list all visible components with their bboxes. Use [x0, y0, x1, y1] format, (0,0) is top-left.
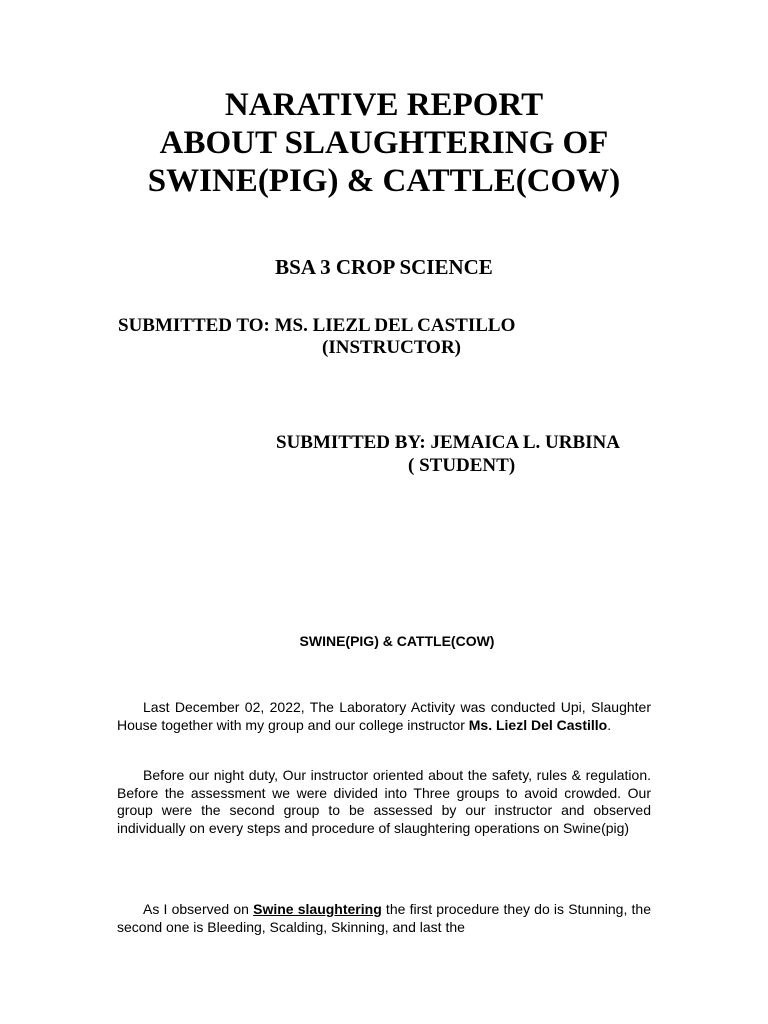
paragraph-2 [117, 767, 651, 837]
report-title [0, 86, 768, 200]
paragraph-2-text: Before our night duty, Our instructor oriented about the safety, rules & regulation. Before the assessment we were divided into Three groups to avoid crowded. Our group were the second group to be assessed by our instructor and observed individually on every steps and procedure of slaughtering operations on Swine(pig) [117, 767, 651, 836]
submitted-by-role: ( STUDENT) [408, 455, 516, 476]
swine-slaughtering-emphasis: Swine slaughtering [253, 901, 382, 917]
submitted-by: SUBMITTED BY: JEMAICA L. URBINA [276, 432, 620, 453]
instructor-name: Ms. Liezl Del Castillo [468, 716, 608, 733]
paragraph-3-text: the first procedure they do is Stunning, the second one is Bleeding, Scalding, Skinning, and last the [117, 901, 651, 935]
course-label: BSA 3 CROP SCIENCE [275, 255, 493, 279]
paragraph-3-start: As I observed on [143, 901, 254, 917]
paragraph-1 [117, 699, 651, 734]
submitted-to: SUBMITTED TO: MS. LIEZL DEL CASTILLO [118, 315, 516, 336]
title-line-2: ABOUT SLAUGHTERING OF [159, 125, 609, 161]
submitted-to-role: (INSTRUCTOR) [322, 337, 462, 358]
paragraph-3 [117, 901, 651, 936]
paragraph-1-text: Last December 02, 2022, The Laboratory Activity was conducted Upi, Slaughter House together with my group and our college instructor [117, 699, 651, 733]
section-heading: SWINE(PIG) & CATTLE(COW) [299, 633, 495, 649]
title-line-1: NARATIVE REPORT [224, 87, 544, 123]
title-line-3: SWINE(PIG) & CATTLE(COW) [147, 163, 621, 199]
paragraph-1-end: . [607, 716, 612, 733]
